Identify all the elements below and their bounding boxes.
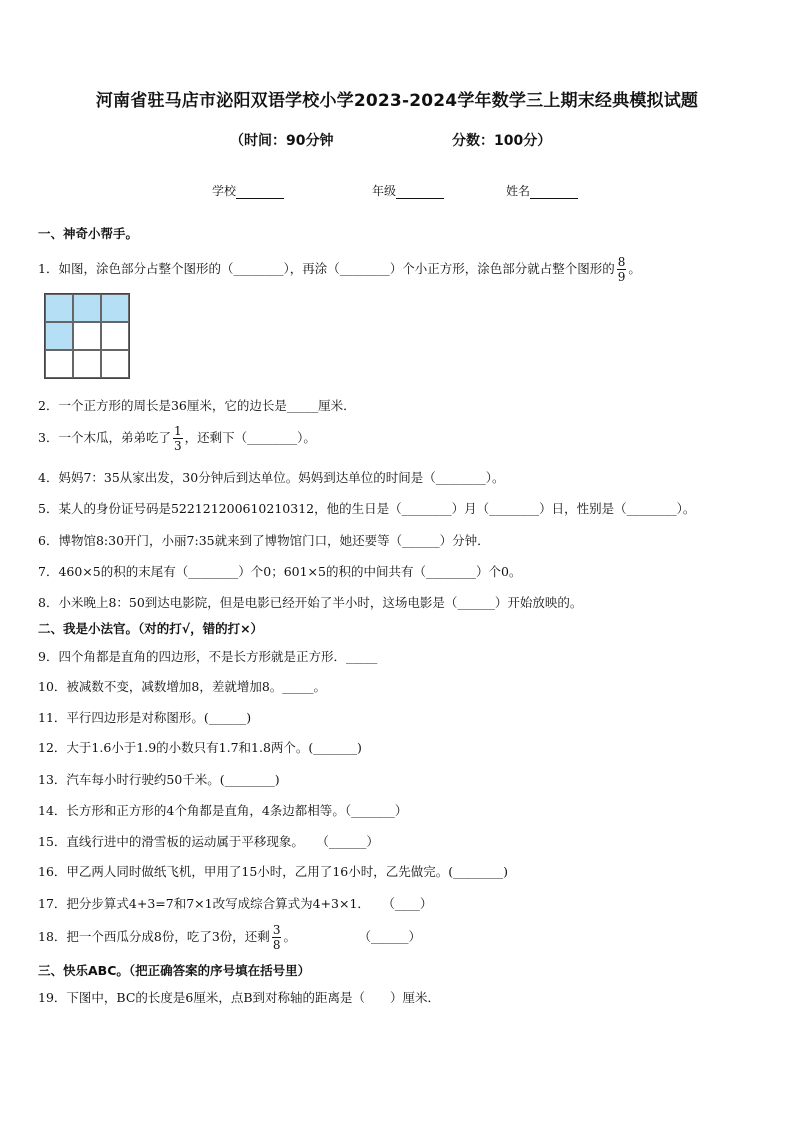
question-15: 15．直线行进中的滑雪板的运动属于平移现象。 （______） <box>38 834 379 849</box>
question-2: 2．一个正方形的周长是36厘米，它的边长是_____厘米． <box>38 398 356 413</box>
fraction-denominator: 9 <box>617 270 626 284</box>
fraction-numerator: 8 <box>617 255 626 269</box>
question-19: 19．下图中，BC的长度是6厘米，点B到对称轴的距离是（ ）厘米． <box>38 990 441 1005</box>
question-12: 12．大于1.6小于1.9的小数只有1.7和1.8两个。(_______) <box>38 740 362 755</box>
exam-time: （时间：90分钟 <box>230 133 334 149</box>
question-1-end: 。 <box>628 261 641 276</box>
question-1 <box>38 255 641 284</box>
question-4: 4．妈妈7：35从家出发，30分钟后到达单位。妈妈到达单位的时间是（________）。 <box>38 470 505 485</box>
grid-cell <box>73 350 101 378</box>
question-18-text: 18．把一个西瓜分成8份，吃了3份，还剩 <box>38 929 270 944</box>
grade-field[interactable] <box>372 182 444 199</box>
fraction <box>617 255 627 284</box>
grid-cell <box>73 322 101 350</box>
question-16: 16．甲乙两人同时做纸飞机，甲用了15小时，乙用了16小时，乙先做完。(________) <box>38 864 508 879</box>
school-blank[interactable] <box>236 185 284 199</box>
fraction-denominator: 8 <box>272 938 281 952</box>
fraction-denominator: 3 <box>173 439 182 453</box>
grid-cell-shaded <box>45 322 73 350</box>
grid-cell-shaded <box>101 294 129 322</box>
fraction-numerator: 3 <box>272 923 281 937</box>
grid-cell <box>101 350 129 378</box>
grade-label: 年级 <box>372 184 397 198</box>
question-13: 13．汽车每小时行驶约50千米。(________) <box>38 772 280 787</box>
question-17: 17．把分步算式4+3=7和7×1改写成综合算式为4+3×1． （____） <box>38 896 433 911</box>
grid-cell <box>101 322 129 350</box>
fraction <box>272 923 282 952</box>
section-2-heading: 二、我是小法官。（对的打√，错的打×） <box>38 621 264 636</box>
question-9: 9．四个角都是直角的四边形，不是长方形就是正方形．_____ <box>38 649 378 664</box>
question-11: 11．平行四边形是对称图形。(______) <box>38 710 252 725</box>
question-3-end: ，还剩下（________）。 <box>184 430 316 445</box>
school-field[interactable] <box>212 182 284 199</box>
exam-score: 分数：100分） <box>452 133 552 149</box>
grid-cell <box>45 350 73 378</box>
grade-blank[interactable] <box>396 185 444 199</box>
page-title: 河南省驻马店市泌阳双语学校小学2023-2024学年数学三上期末经典模拟试题 <box>95 91 699 111</box>
question-18-end: 。 （______） <box>283 929 421 944</box>
question-8: 8．小米晚上8：50到达电影院，但是电影已经开始了半小时，这场电影是（______）开始放映的。 <box>38 595 583 610</box>
square-grid-figure <box>44 293 130 379</box>
question-10: 10．被减数不变，减数增加8，差就增加8。_____。 <box>38 679 327 694</box>
question-7: 7．460×5的积的末尾有（________）个0；601×5的积的中间共有（________）个0。 <box>38 564 522 579</box>
question-3 <box>38 424 316 453</box>
grid-cell-shaded <box>73 294 101 322</box>
school-label: 学校 <box>212 184 237 198</box>
question-3-text: 3．一个木瓜，弟弟吃了 <box>38 430 171 445</box>
question-18 <box>38 923 421 952</box>
section-3-heading: 三、快乐ABC。（把正确答案的序号填在括号里） <box>38 963 311 978</box>
question-1-text: 1．如图，涂色部分占整个图形的（________），再涂（________）个小正方形，涂色部分就占整个图形的 <box>38 261 615 276</box>
fraction-numerator: 1 <box>173 424 182 438</box>
section-1-heading: 一、神奇小帮手。 <box>38 226 139 241</box>
name-field[interactable] <box>506 182 578 199</box>
name-blank[interactable] <box>530 185 578 199</box>
fraction <box>173 424 183 453</box>
grid-cell-shaded <box>45 294 73 322</box>
question-5: 5．某人的身份证号码是522121200610210312，他的生日是（________）月（________）日，性别是（________）。 <box>38 501 696 516</box>
name-label: 姓名 <box>506 184 531 198</box>
question-6: 6．博物馆8:30开门，小丽7:35就来到了博物馆门口，她还要等（______）分钟． <box>38 533 490 548</box>
question-14: 14．长方形和正方形的4个角都是直角，4条边都相等。（_______） <box>38 803 408 818</box>
